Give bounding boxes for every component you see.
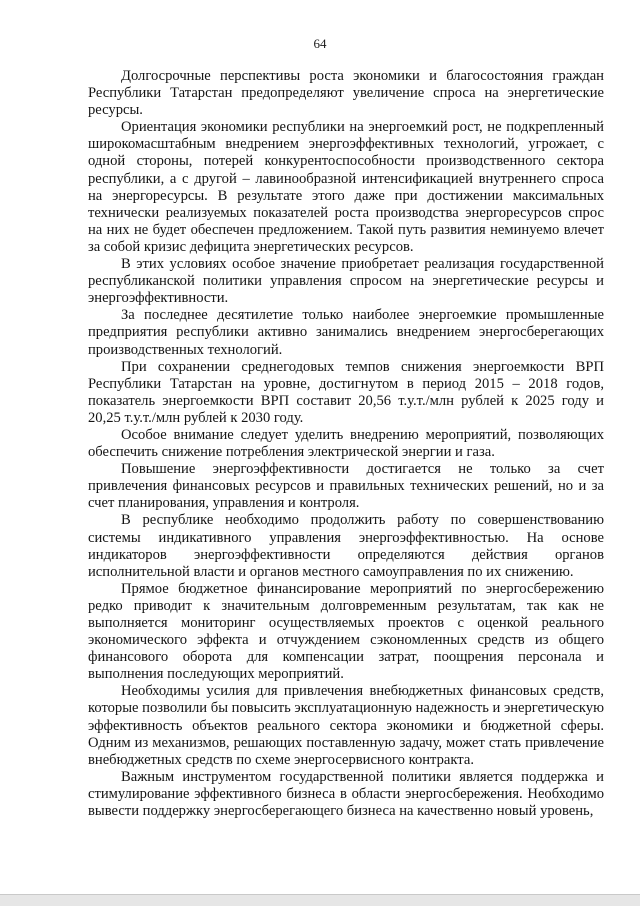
page-number: 64 bbox=[313, 36, 327, 51]
paragraph: Долгосрочные перспективы роста экономики и благосостояния граждан Республики Татарстан предопределяют увеличение спроса на энергетические ресурсы. bbox=[88, 68, 604, 119]
scan-bottom-edge bbox=[0, 894, 640, 906]
paragraph: В этих условиях особое значение приобретает реализация государственной республиканской политики управления спросом на энергетические ресурсы и энергоэффективности. bbox=[88, 256, 604, 307]
document-body bbox=[88, 68, 604, 820]
paragraph: За последнее десятилетие только наиболее энергоемкие промышленные предприятия республики активно занимались внедрением энергосберегающих производственных технологий. bbox=[88, 307, 604, 358]
paragraph: Необходимы усилия для привлечения внебюджетных финансовых средств, которые позволили бы повысить эксплуатационную надежность и энергетическую эффективность объектов реального сектора экономики и бюджетной сферы. Одним из механизмов, решающих поставленную задачу, может стать привлечение внебюджетных средств по схеме энергосервисного контракта. bbox=[88, 683, 605, 768]
paragraph: Особое внимание следует уделить внедрению мероприятий, позволяющих обеспечить снижение потребления электрической энергии и газа. bbox=[88, 426, 604, 461]
paragraph: Прямое бюджетное финансирование мероприятий по энергосбережению редко приводит к значительным долговременным результатам, так как не выполняется мониторинг осуществляемых проектов с оценкой реального экономического эффекта и отчуждением сэкономленных средств из общего финансового оборота для компенсации затрат, поощрения персонала и выполнения последующих мероприятий. bbox=[88, 580, 604, 683]
paragraph: Повышение энергоэффективности достигается не только за счет привлечения финансовых ресурсов и правильных технических решений, но и за счет планирования, управления и контроля. bbox=[88, 461, 604, 512]
paragraph: В республике необходимо продолжить работу по совершенствованию системы индикативного управления энергоэффективностью. На основе индикаторов энергоэффективности определяются действия органов исполнительной власти и органов местного самоуправления по их снижению. bbox=[88, 512, 604, 580]
paragraph: При сохранении среднегодовых темпов снижения энергоемкости ВРП Республики Татарстан на уровне, достигнутом в период 2015 – 2018 годов, показатель энергоемкости ВРП составит 20,56 т.у.т./млн рублей к 2025 году и 20,25 т.у.т./млн рублей к 2030 году. bbox=[88, 358, 604, 426]
paragraph: Ориентация экономики республики на энергоемкий рост, не подкрепленный широкомасштабным внедрением энергоэффективных технологий, угрожает, с одной стороны, потерей конкурентоспособности производственного сектора республики, а с другой – лавинообразной интенсификацией внутреннего спроса на энергоресурсы. В результате этого даже при достижении максимальных технически реализуемых показателей роста производства энергоресурсов спрос на них не будет обеспечен предложением. Такой путь развития неминуемо влечет за собой кризис дефицита энергетических ресурсов. bbox=[88, 119, 604, 255]
paragraph: Важным инструментом государственной политики является поддержка и стимулирование эффективного бизнеса в области энергосбережения. Необходимо вывести поддержку энергосберегающего бизнеса на качественно новый уровень, bbox=[88, 768, 604, 820]
